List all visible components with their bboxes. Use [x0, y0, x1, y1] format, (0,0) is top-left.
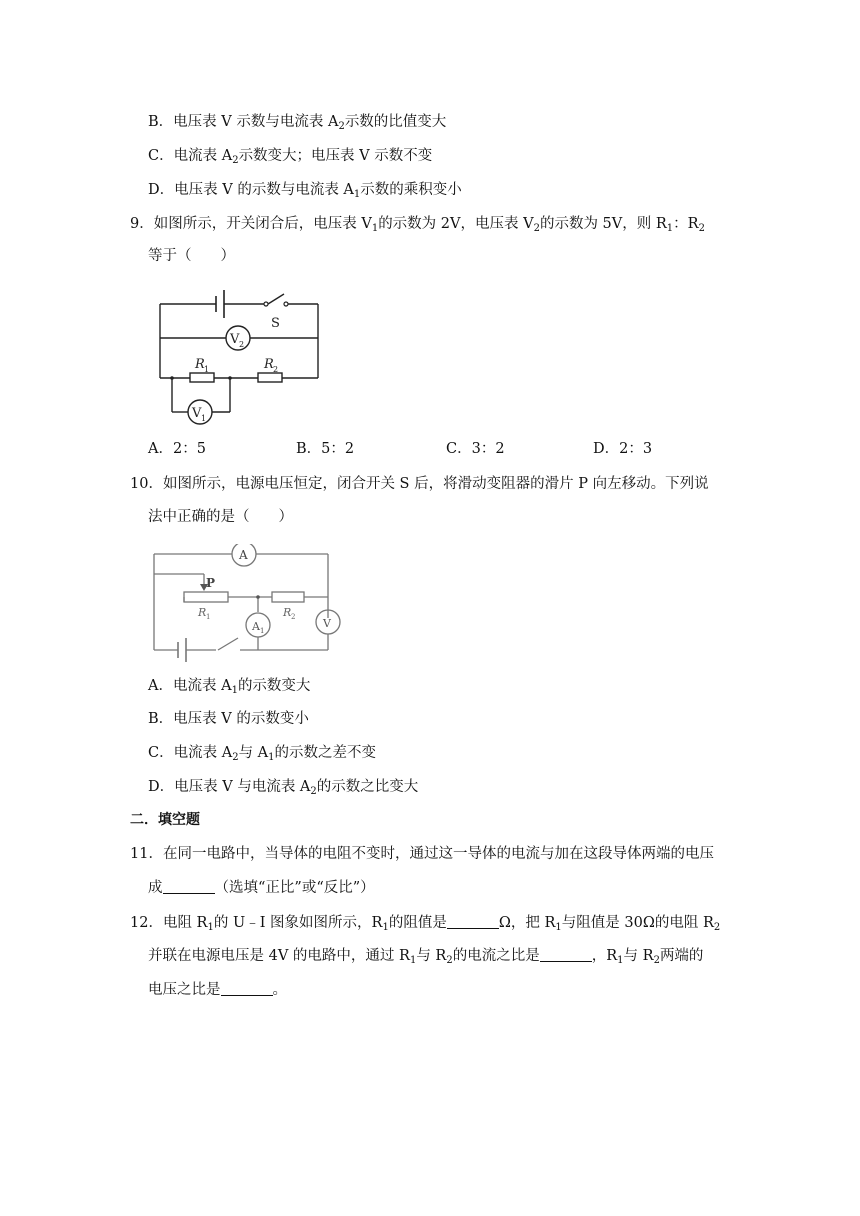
- subscript: 1: [617, 955, 624, 966]
- subscript: 2: [698, 223, 705, 234]
- slider-p-label: P: [206, 576, 216, 590]
- subscript: 1: [268, 752, 275, 763]
- text: 的示数变大: [237, 678, 311, 694]
- subscript: 2: [310, 786, 317, 797]
- resistor-r2-label: R: [283, 606, 292, 619]
- q10-option-b: B．电压表 V 的示数变小: [148, 711, 309, 727]
- answer-blank[interactable]: [163, 879, 215, 894]
- q11-line2: [148, 878, 375, 898]
- subscript: 1: [207, 922, 214, 933]
- text: 12．电阻 R: [130, 915, 208, 931]
- subscript: 2: [232, 155, 239, 166]
- text: ：R: [673, 216, 699, 232]
- text: 的示数之比变大: [316, 779, 419, 795]
- subscript: 1: [206, 613, 211, 621]
- subscript: 1: [231, 685, 238, 696]
- subscript: 2: [291, 613, 296, 621]
- text: 9．如图所示，开关闭合后，电压表 V: [130, 216, 372, 232]
- subscript: 2: [232, 752, 239, 763]
- answer-blank[interactable]: [540, 947, 592, 962]
- text: 成: [148, 880, 163, 896]
- q9-stem-line1: [130, 214, 705, 239]
- text: 与 R: [416, 948, 447, 964]
- q10-stem-line1: 10．如图所示，电源电压恒定，闭合开关 S 后，将滑动变阻器的滑片 P 向左移动。下列说: [130, 476, 709, 492]
- text: 电压之比是: [148, 982, 221, 998]
- subscript: 2: [533, 223, 540, 234]
- text: C．电流表 A: [148, 745, 233, 761]
- text: 两端的: [659, 948, 704, 964]
- subscript: 1: [382, 922, 389, 933]
- text: 。: [272, 982, 287, 998]
- subscript: 1: [260, 627, 265, 635]
- q12-line1: [130, 913, 720, 938]
- voltmeter-v1-label: V: [192, 406, 202, 421]
- subscript: 2: [338, 121, 345, 132]
- text: A．电流表 A: [148, 678, 232, 694]
- switch-label: S: [271, 316, 280, 331]
- text: 示数的比值变大: [344, 114, 447, 130]
- q12-line3: [148, 980, 287, 1000]
- text: 与 R: [623, 948, 654, 964]
- text: C．电流表 A: [148, 148, 233, 164]
- q9-option-d: D．2：3: [593, 441, 653, 457]
- text: 的阻值是: [388, 915, 447, 931]
- q8-option-b: [148, 112, 446, 137]
- subscript: 1: [201, 414, 207, 423]
- rheostat-r1-label: R: [198, 606, 207, 619]
- q9-option-b: B．5：2: [296, 441, 355, 457]
- q10-circuit-diagram: [148, 544, 348, 664]
- q12-line2: [148, 946, 703, 971]
- q10-option-a: [148, 676, 310, 701]
- text: 的 U﹣I 图象如图所示，R: [213, 915, 383, 931]
- ammeter-a-label: A: [239, 548, 248, 562]
- resistor-r1-label: R: [195, 357, 205, 372]
- subscript: 1: [409, 955, 417, 966]
- text: B．电压表 V 示数与电流表 A: [148, 114, 339, 130]
- text: ，R: [591, 948, 618, 964]
- subscript: 2: [653, 955, 660, 966]
- subscript: 1: [371, 223, 379, 234]
- answer-blank[interactable]: [221, 981, 273, 996]
- text: 与阻值是 30Ω的电阻 R: [561, 915, 714, 931]
- text: 的示数为 2V，电压表 V: [378, 216, 534, 232]
- q8-option-d: [148, 180, 462, 205]
- q10-option-c: [148, 743, 376, 768]
- subscript: 2: [446, 955, 453, 966]
- q11-line1: 11．在同一电路中，当导体的电阻不变时，通过这一导体的电流与加在这段导体两端的电压: [130, 846, 714, 862]
- text: （选填“正比”或“反比”）: [214, 880, 375, 896]
- text: 与 A: [238, 745, 269, 761]
- text: 的示数为 5V，则 R: [539, 216, 667, 232]
- q9-circuit-diagram: [150, 286, 330, 426]
- text: 的示数之差不变: [274, 745, 377, 761]
- text: 示数的乘积变小: [360, 182, 462, 198]
- q9-option-a: A．2：5: [148, 441, 206, 457]
- text: D．电压表 V 与电流表 A: [148, 779, 311, 795]
- subscript: 2: [273, 365, 279, 374]
- text: 并联在电源电压是 4V 的电路中，通过 R: [148, 948, 410, 964]
- subscript: 2: [713, 922, 721, 933]
- subscript: 1: [555, 922, 562, 933]
- resistor-r2-label: R: [264, 357, 274, 372]
- text: D．电压表 V 的示数与电流表 A: [148, 182, 354, 198]
- q9-stem-line2: 等于（ ）: [148, 248, 235, 264]
- voltmeter-v-label: V: [323, 617, 331, 630]
- q10-stem-line2: 法中正确的是（ ）: [148, 509, 293, 525]
- q8-option-c: [148, 146, 432, 171]
- q9-option-c: C．3：2: [446, 441, 505, 457]
- text: Ω，把 R: [498, 915, 556, 931]
- section-title: 二．填空题: [130, 812, 200, 828]
- ammeter-a1-label: A: [252, 620, 260, 633]
- voltmeter-v2-label: V: [230, 332, 240, 347]
- subscript: 1: [353, 189, 361, 200]
- subscript: 1: [666, 223, 674, 234]
- subscript: 1: [204, 365, 210, 374]
- answer-blank[interactable]: [447, 914, 499, 929]
- q10-option-d: [148, 777, 418, 802]
- text: 的电流之比是: [452, 948, 540, 964]
- text: 示数变大；电压表 V 示数不变: [238, 148, 433, 164]
- subscript: 2: [239, 340, 245, 349]
